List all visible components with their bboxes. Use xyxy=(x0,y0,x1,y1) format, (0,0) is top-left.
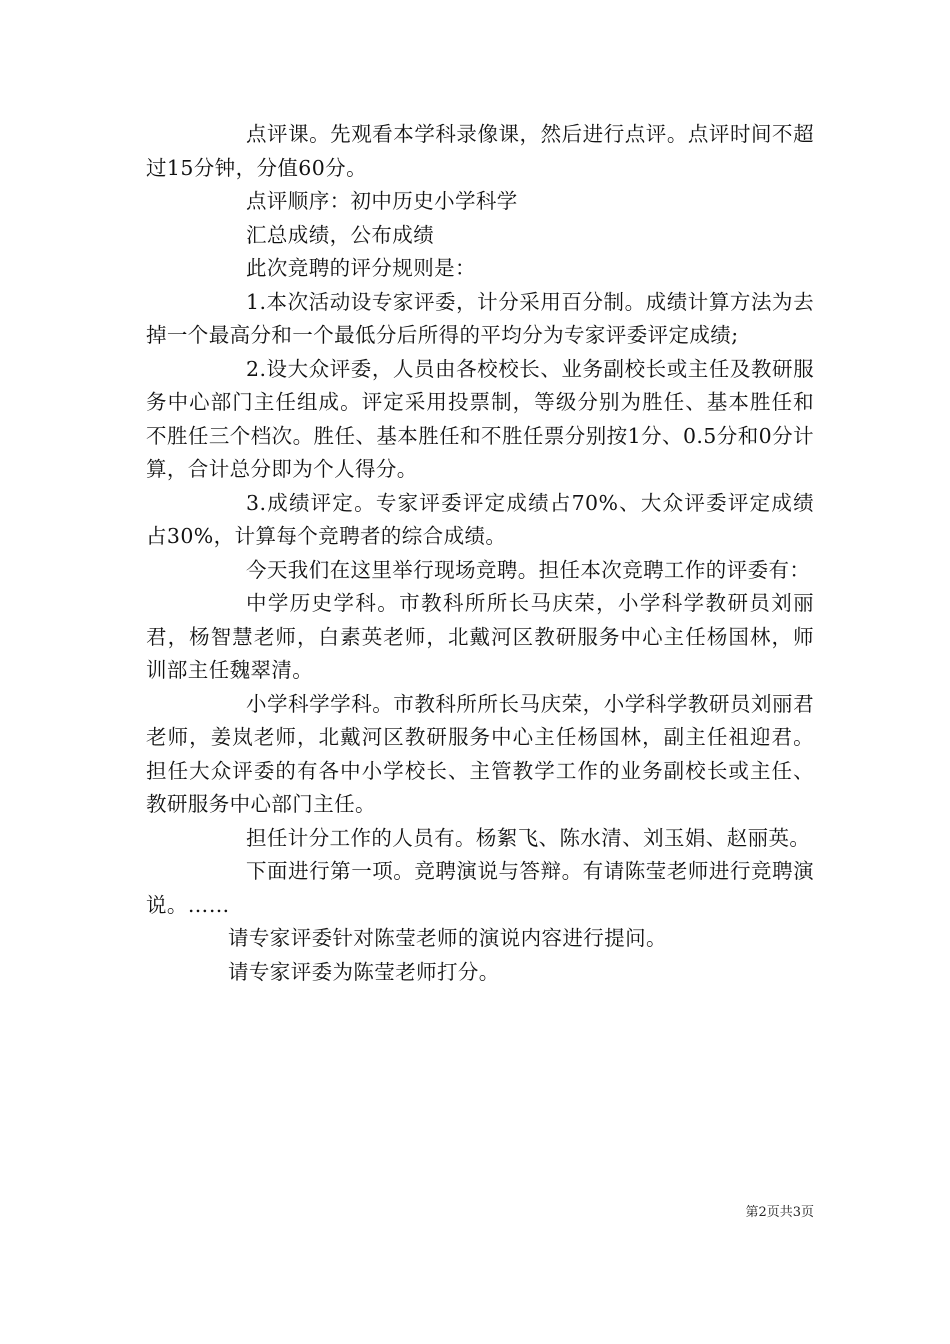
paragraph-10: 小学科学学科。市教科所所长马庆荣，小学科学教研员刘丽君老师，姜岚老师，北戴河区教研服务中心主任杨国林，副主任祖迎君。担任大众评委的有各中小学校长、主管教学工作的业务副校长或主任、教研服务中心部门主任。 xyxy=(146,691,814,816)
page-number: 第2页共3页 xyxy=(745,1205,814,1220)
paragraph-7: 3.成绩评定。专家评委评定成绩占70%、大众评委评定成绩占30%，计算每个竞聘者的综合成绩。 xyxy=(146,490,814,548)
paragraph-13: 请专家评委针对陈莹老师的演说内容进行提问。 xyxy=(228,926,667,950)
paragraph-14: 请专家评委为陈莹老师打分。 xyxy=(228,959,500,984)
paragraph-2: 点评顺序：初中历史小学科学 xyxy=(246,189,518,213)
paragraph-8: 今天我们在这里举行现场竞聘。担任本次竞聘工作的评委有： xyxy=(246,557,811,582)
paragraph-9: 中学历史学科。市教科所所长马庆荣，小学科学教研员刘丽君，杨智慧老师，白素英老师，北戴河区教研服务中心主任杨国林，师训部主任魏翠清。 xyxy=(146,591,814,682)
paragraph-3: 汇总成绩，公布成绩 xyxy=(246,222,435,247)
paragraph-11: 担任计分工作的人员有。杨絮飞、陈水清、刘玉娟、赵丽英。 xyxy=(246,825,811,850)
paragraph-6: 2.设大众评委，人员由各校校长、业务副校长或主任及教研服务中心部门主任组成。评定采用投票制，等级分别为胜任、基本胜任和不胜任三个档次。胜任、基本胜任和不胜任票分别按1分、0.5分和0分计算，合计总分即为个人得分。 xyxy=(146,356,814,481)
document-body xyxy=(146,118,814,989)
paragraph-5: 1.本次活动设专家评委，计分采用百分制。成绩计算方法为去掉一个最高分和一个最低分后所得的平均分为专家评委评定成绩; xyxy=(146,289,814,347)
paragraph-12: 下面进行第一项。竞聘演说与答辩。有请陈莹老师进行竞聘演说。…… xyxy=(146,859,814,917)
paragraph-4: 此次竞聘的评分规则是： xyxy=(246,256,476,280)
paragraph-1: 点评课。先观看本学科录像课，然后进行点评。点评时间不超过15分钟，分值60分。 xyxy=(146,122,814,180)
